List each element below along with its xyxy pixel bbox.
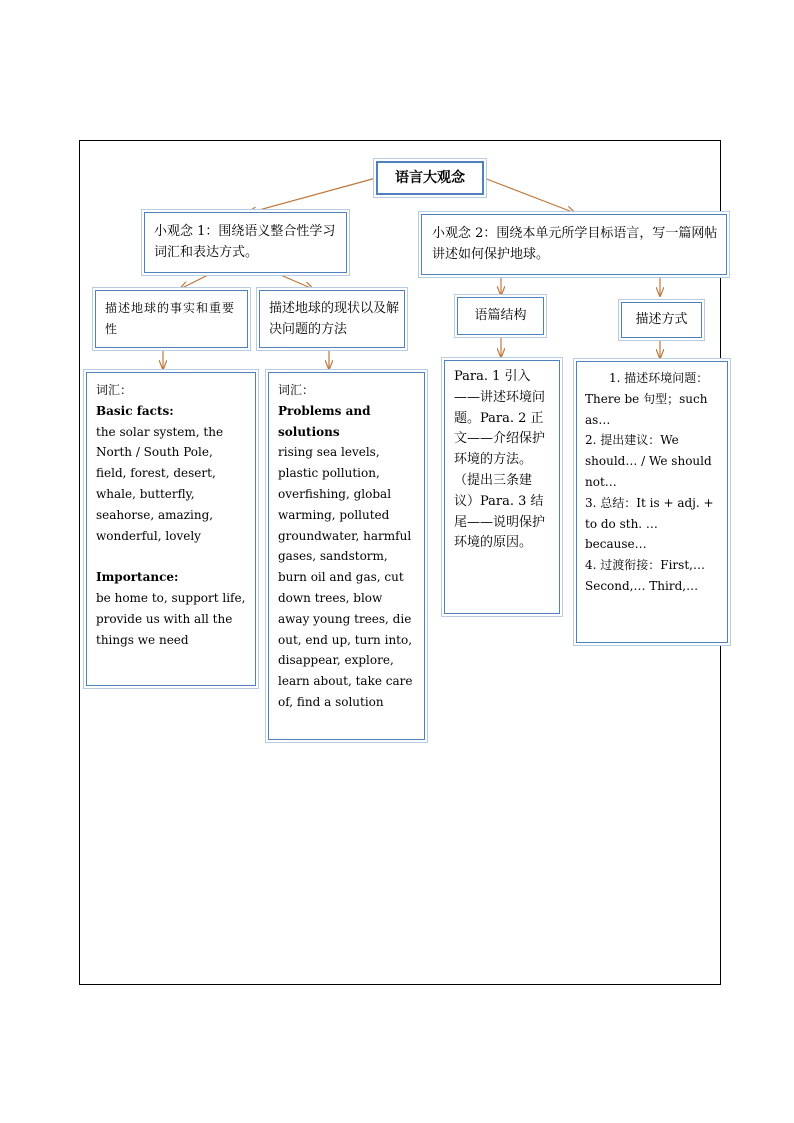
detail-text-structure-content bbox=[445, 367, 559, 554]
detail-description-method-item3: 3. 总结：It is + adj. + to do sth. …because… bbox=[585, 495, 714, 552]
arrow-concept1-to-sub-a bbox=[180, 273, 212, 289]
sub-label-text-structure: 语篇结构 bbox=[474, 308, 527, 323]
sub-box-earth-facts bbox=[95, 290, 248, 348]
detail-earth-problems-section1-text: rising sea levels, plastic pollution, overfishing, global warming, polluted groundwater, harmful gases, sandstorm, burn oil and gas, cut down trees, blow away young trees, die out, end up, turn into, disappear, explore, learn about, take care of, find a solution bbox=[278, 445, 413, 709]
detail-earth-facts-heading: 词汇： bbox=[96, 383, 133, 397]
detail-box-earth-problems bbox=[268, 372, 425, 740]
concept1-label: 小观念 1：围绕语义整合性学习词汇和表达方式。 bbox=[154, 224, 336, 260]
detail-earth-facts-section2-title: Importance: bbox=[96, 570, 179, 585]
root-concept-label: 语言大观念 bbox=[395, 170, 465, 186]
sub-box-text-structure bbox=[457, 297, 544, 335]
sub-label-earth-facts: 描述地球的事实和重要性 bbox=[105, 301, 236, 336]
arrow-root-to-concept2 bbox=[484, 178, 575, 213]
detail-box-description-method bbox=[576, 361, 728, 643]
detail-earth-facts-section1-title: Basic facts: bbox=[96, 403, 174, 418]
concept2-label: 小观念 2：围绕本单元所学目标语言，写一篇网帖讲述如何保护地球。 bbox=[432, 226, 718, 262]
arrow-concept1-to-sub-b bbox=[276, 273, 313, 289]
concept2-box bbox=[421, 214, 727, 275]
detail-text-structure-text: Para. 1 引入——讲述环境问题。Para. 2 正文——介绍保护环境的方法。（提出三条建议）Para. 3 结尾——说明保护环境的原因。 bbox=[454, 369, 546, 551]
detail-earth-problems-heading: 词汇： bbox=[278, 383, 315, 397]
detail-earth-facts-section2-text: be home to, support life, provide us with all the things we need bbox=[96, 590, 246, 647]
sub-box-description-method bbox=[621, 302, 702, 338]
detail-earth-facts-content bbox=[87, 377, 255, 650]
detail-earth-problems-section1-title: Problems and solutions bbox=[278, 403, 371, 439]
detail-description-method-item4: 4. 过渡衔接：First,… Second,… Third,… bbox=[585, 558, 705, 593]
sub-box-earth-problems bbox=[259, 290, 405, 348]
root-concept-box bbox=[376, 161, 484, 195]
concept1-box bbox=[144, 212, 347, 273]
detail-earth-problems-content bbox=[269, 377, 424, 713]
detail-earth-facts-section1-text: the solar system, the North / South Pole, field, forest, desert, whale, butterfly, seahorse, amazing, wonderful, lovely bbox=[96, 424, 224, 543]
detail-description-method-content bbox=[577, 368, 727, 597]
arrow-root-to-concept1 bbox=[248, 178, 376, 213]
detail-description-method-item2: 2. 提出建议：We should… / We should not… bbox=[585, 433, 712, 489]
detail-box-text-structure bbox=[444, 360, 560, 614]
sub-label-earth-problems: 描述地球的现状以及解决问题的方法 bbox=[269, 301, 400, 337]
detail-box-earth-facts bbox=[86, 372, 256, 686]
detail-description-method-item1: 1. 描述环境问题：There be 句型；such as… bbox=[585, 371, 709, 427]
sub-label-description-method: 描述方式 bbox=[635, 312, 688, 327]
